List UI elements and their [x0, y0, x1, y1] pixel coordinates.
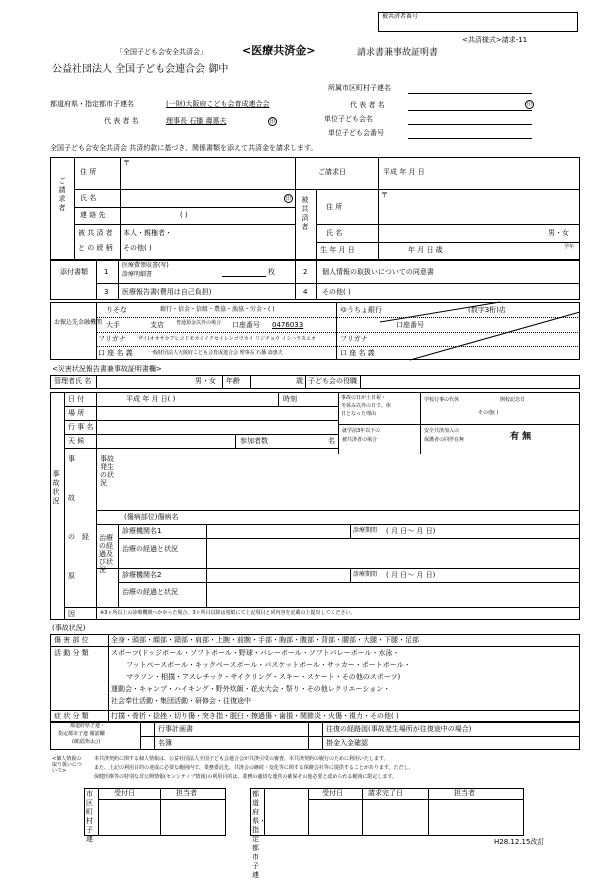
dob-value[interactable]: 年 月 日 歳: [408, 246, 443, 254]
grade-note: 学年: [564, 244, 575, 250]
title-prefix: 「全国子ども会安全共済会」: [116, 48, 207, 56]
injury-part-label: (傷病部位)傷病名: [124, 513, 179, 521]
holiday-option-2[interactable]: 開校記念日: [500, 397, 526, 403]
incident-date-value[interactable]: 平成 年 月 日( ): [126, 395, 176, 403]
attachment-text: 診療明細書: [122, 271, 153, 278]
yucho-account: 口座番号: [396, 321, 424, 329]
claimant-name-label: 氏 名: [80, 194, 97, 202]
municipal-received-label: 受付日: [114, 789, 135, 797]
account-no[interactable]: 0476033: [272, 321, 304, 329]
unit-no-label: 単位子ども会番号: [328, 129, 384, 137]
claim-date-value[interactable]: 平成 年 月 日: [383, 168, 425, 176]
attachment-no: 4: [303, 288, 308, 296]
clinic-1-label: 診療機関名1: [122, 527, 162, 535]
seal-icon: 印: [269, 119, 275, 125]
holiday-reason-1: 事故の日が土日祝・: [341, 395, 387, 401]
clinic-2-period-label: 診療期間: [353, 571, 378, 578]
manager-age-label: 年齢: [226, 377, 240, 385]
form-number: <共済様式>請求-11: [462, 36, 528, 44]
pref-value: (一財)大阪府こども会育成連合会: [166, 100, 270, 108]
incident-time-label: 時刻: [283, 395, 297, 403]
details-title: (事故状況): [52, 624, 86, 632]
treatment-label: 治療の経過及び状況: [99, 534, 113, 575]
claimant-contact-paren: ( ): [180, 211, 188, 219]
incident-weather-label: 天 候: [68, 437, 85, 445]
check-roster[interactable]: 名簿: [158, 739, 172, 747]
claim-statement: 全国子ども会安全共済会 共済約款に基づき、関係書類を添えて共済金を請求します。: [50, 144, 318, 152]
seal-icon: 印: [285, 196, 291, 202]
claim-date-label: ご請求日: [318, 168, 346, 176]
claimant-contact-label: 連 絡 先: [80, 211, 106, 219]
check-event-plan[interactable]: 行事計画書: [158, 725, 193, 733]
attachment-text: 個人情報の取扱いについての同意書: [322, 268, 434, 276]
insured-name-label: 氏 名: [326, 229, 343, 237]
municipal-staff-label: 担当者: [176, 789, 197, 797]
incident-date-label: 日 付: [68, 395, 85, 403]
clinic-2-period[interactable]: ( 月 日〜 月 日): [386, 571, 436, 579]
yucho-bank[interactable]: ゆうちょ銀行: [340, 306, 382, 314]
yucho-kana: フリガナ: [340, 335, 368, 343]
clinic-2-progress: 治療の経過と状況: [122, 588, 178, 596]
relation-label-2: と の 続 柄: [78, 244, 113, 252]
prefecture-received-label: 受付日: [322, 789, 343, 797]
cause-char: 原: [68, 572, 75, 580]
manager-age-unit: 歳: [296, 377, 303, 385]
preschool-label-2: 被共済者の場合: [342, 437, 378, 443]
cause-char: 事: [68, 455, 75, 463]
relation-label-1: 被 共 済 者: [78, 229, 113, 237]
privacy-label: <個人情報の取り扱いについて>: [52, 756, 82, 774]
privacy-text: 本共済契約に関する個人情報は、公益社団法人全国子ども会連合会が共済引受の審査、本共済契約の履行のために利用いたします。: [94, 756, 389, 762]
manager-gender[interactable]: 男・女: [195, 377, 216, 385]
confirm-label-2: 指定都市子連 確認欄: [58, 731, 105, 737]
holiday-reason-2: 冬休み以外の日で、休: [341, 403, 391, 409]
title-main: <医療共済金>: [242, 44, 316, 57]
clinic-2-label: 診療機関名2: [122, 571, 162, 579]
muni-rep-label: 代 表 者 名: [350, 101, 385, 109]
yucho-strike-lines: [380, 302, 580, 360]
holiday-option-3[interactable]: その他( ): [478, 410, 499, 416]
insured-gender[interactable]: 男・女: [548, 229, 569, 237]
check-payment[interactable]: 掛金入金確認: [326, 739, 368, 747]
incident-block: [50, 392, 580, 620]
activity-label: 活 動 分 類: [54, 649, 89, 657]
guardian-label-1: 安全共済加入の: [424, 428, 460, 434]
insured-postal: 〒: [381, 191, 388, 199]
relation-option-1[interactable]: 本人・親権者・: [123, 229, 172, 237]
clinic-1-progress: 治療の経過と状況: [122, 545, 178, 553]
kana-label: フリガナ: [98, 335, 126, 343]
bank-name[interactable]: りそな: [106, 306, 127, 314]
incident-place-label: 場 所: [68, 409, 85, 417]
participants-label: 参加者数: [240, 437, 268, 445]
guardian-label-2: 保護者の同伴有無: [424, 437, 465, 443]
relation-option-2[interactable]: その他( ): [123, 244, 152, 252]
insured-section-label: 被共済者: [301, 196, 310, 232]
pref-label: 都道府県・指定都市子連名: [50, 100, 134, 108]
incident-note: ※3ヶ所以上の診療機関へかかった場合、3ヶ所目以降は別紙にて上記項目と同内容を記載の上提出してください。: [100, 610, 356, 616]
rep-value: 理事長 石播 壽惠夫: [166, 117, 227, 125]
claimant-postal: 〒: [123, 159, 130, 167]
activity-line[interactable]: フットベースボール・キックベースボール・バスケットボール・サッカー・ポートボール・: [126, 661, 411, 669]
participants-unit: 名: [328, 437, 335, 445]
injury-part-label: 傷 害 部 位: [54, 636, 89, 644]
manager-role-label: 子ども会の役職: [308, 377, 357, 385]
confirm-label-1: 都道府県子連・: [70, 723, 106, 729]
activity-line[interactable]: 運動会・キャンプ・ハイキング・野外炊飯・花火大会・祭り・その他レクリエーション・: [111, 685, 391, 693]
privacy-text: 保健医療等の特別な非公開情報(センシティブ情報)の利用目的は、業務の適切な運営の確保その他必要と認められる範囲に限定します。: [94, 774, 397, 780]
manager-label: 管理者: [54, 377, 75, 385]
addressee: 公益社団法人 全国子ども会連合会 御中: [52, 64, 229, 75]
prefecture-side-label: 都道府県・指定都市子連: [252, 790, 266, 879]
activity-line[interactable]: スポーツ(ドッジボール・ソフトボール・野球・バレーボール・ソフトバレーボール・水泳・: [111, 649, 400, 657]
holiday-reason-3: 日となった理由: [341, 411, 377, 417]
attachment-text: 医療費領収書(写): [122, 262, 169, 269]
account-no-label: 口座番号: [232, 321, 260, 329]
claimant-address-label: 住 所: [80, 168, 97, 176]
attachments-label: 添付書類: [60, 268, 88, 276]
insured-address-label: 住 所: [326, 203, 343, 211]
preschool-label-1: 就学前3年以下の: [342, 428, 381, 434]
attachment-no: 1: [104, 268, 109, 276]
cause-char: 故: [68, 494, 75, 502]
holder-label: 口 座 名 義: [98, 349, 133, 357]
symptom-options[interactable]: 打撲・骨折・捻挫・切り傷・突き指・脱臼・擦過傷・歯損・関節炎・火傷・視力・その他( ): [111, 712, 399, 720]
cause-char: 経: [82, 533, 89, 541]
unit-name-label: 単位子ども会名: [324, 115, 373, 123]
attachment-text: 医療報告書(費用は自己負担): [122, 288, 212, 296]
branch-name[interactable]: 大手: [106, 321, 120, 329]
guardian-presence[interactable]: 有 無: [510, 432, 532, 442]
injury-part-options[interactable]: 全身・頭部・顔部・頸部・肩部・上腕・前腕・手部・胸部・腹部・背部・腰部・大腿・下腿・足部: [111, 636, 419, 644]
yucho-holder: 口 座 名 義: [340, 349, 375, 357]
municipal-receipt-table: [84, 788, 226, 836]
privacy-text: また、上記の利用目的の達成に必要な範囲内で、業務委託先、共済会の継続・変化等に関する保険会社等に提供することがあります。ただし、: [94, 765, 414, 771]
account-type: 普通預金以外の場合: [176, 320, 222, 326]
insured-number-label: 被共済者番号: [382, 13, 419, 20]
confirm-label-3: (確認済は○): [72, 739, 101, 745]
holiday-option-1[interactable]: 学校行事の代休: [424, 397, 460, 403]
rep-label: 代 表 者 名: [104, 117, 139, 125]
cause-char: 因: [68, 610, 75, 618]
incident-section-title: <災害状況報告書兼事故証明書欄>: [52, 365, 162, 373]
title-suffix: 請求書兼事故証明書: [357, 48, 439, 58]
dob-label: 生 年 月 日: [320, 246, 355, 254]
cause-char: の: [68, 533, 75, 541]
symptom-label: 症 状 分 類: [54, 712, 89, 720]
clinic-1-period[interactable]: ( 月 日〜 月 日): [386, 527, 436, 535]
incident-event-label: 行 事 名: [68, 423, 94, 431]
activity-line[interactable]: 社会奉仕活動・集団活動・研修会・往復途中: [111, 697, 251, 705]
kana-value[interactable]: ザイ)オオサカフヒコドモカイイクセイレンゴウカイ リジチョウ イシハラスエオ: [138, 336, 316, 342]
manager-name-label: 氏 名: [75, 377, 92, 385]
prefecture-staff-label: 担当者: [454, 789, 475, 797]
attachment-no: 3: [104, 288, 109, 296]
holder-value[interactable]: 一般財団法人大阪府こども会育成連合会 理事長 石播 壽惠夫: [148, 350, 283, 356]
check-route-map[interactable]: 往復の経路図(事故発生場所が往復途中の場合): [326, 725, 472, 733]
seal-icon: 印: [526, 102, 532, 108]
yucho-branch: (数字3桁)店: [468, 306, 506, 314]
revision-date: H28.12.15改訂: [494, 838, 545, 846]
bank-types[interactable]: 銀行・信金・信組・農協・漁協・労金・( ): [160, 306, 275, 313]
municipal-side-label: 市区町村子連: [86, 790, 93, 843]
muni-label: 所属市区町村子連名: [328, 84, 391, 92]
attachment-unit: 枚: [268, 268, 275, 276]
attachment-text: その他( ): [322, 288, 351, 296]
attachment-no: 2: [303, 268, 308, 276]
circumstance-label: 事故発生の状況: [100, 455, 114, 488]
bank-label: お振込先金融機関: [54, 319, 103, 326]
claimant-section-label: ご請求者: [58, 177, 67, 213]
incident-side-label: 事故状況: [52, 470, 61, 506]
clinic-1-period-label: 診療期間: [353, 527, 378, 534]
claim-complete-label: 請求完了日: [368, 789, 403, 797]
activity-line[interactable]: マラソン・相撲・アスレチック・サイクリング・スキー・スケート・その他のスポーツ): [126, 673, 401, 681]
branch-label: 支店: [150, 321, 164, 329]
